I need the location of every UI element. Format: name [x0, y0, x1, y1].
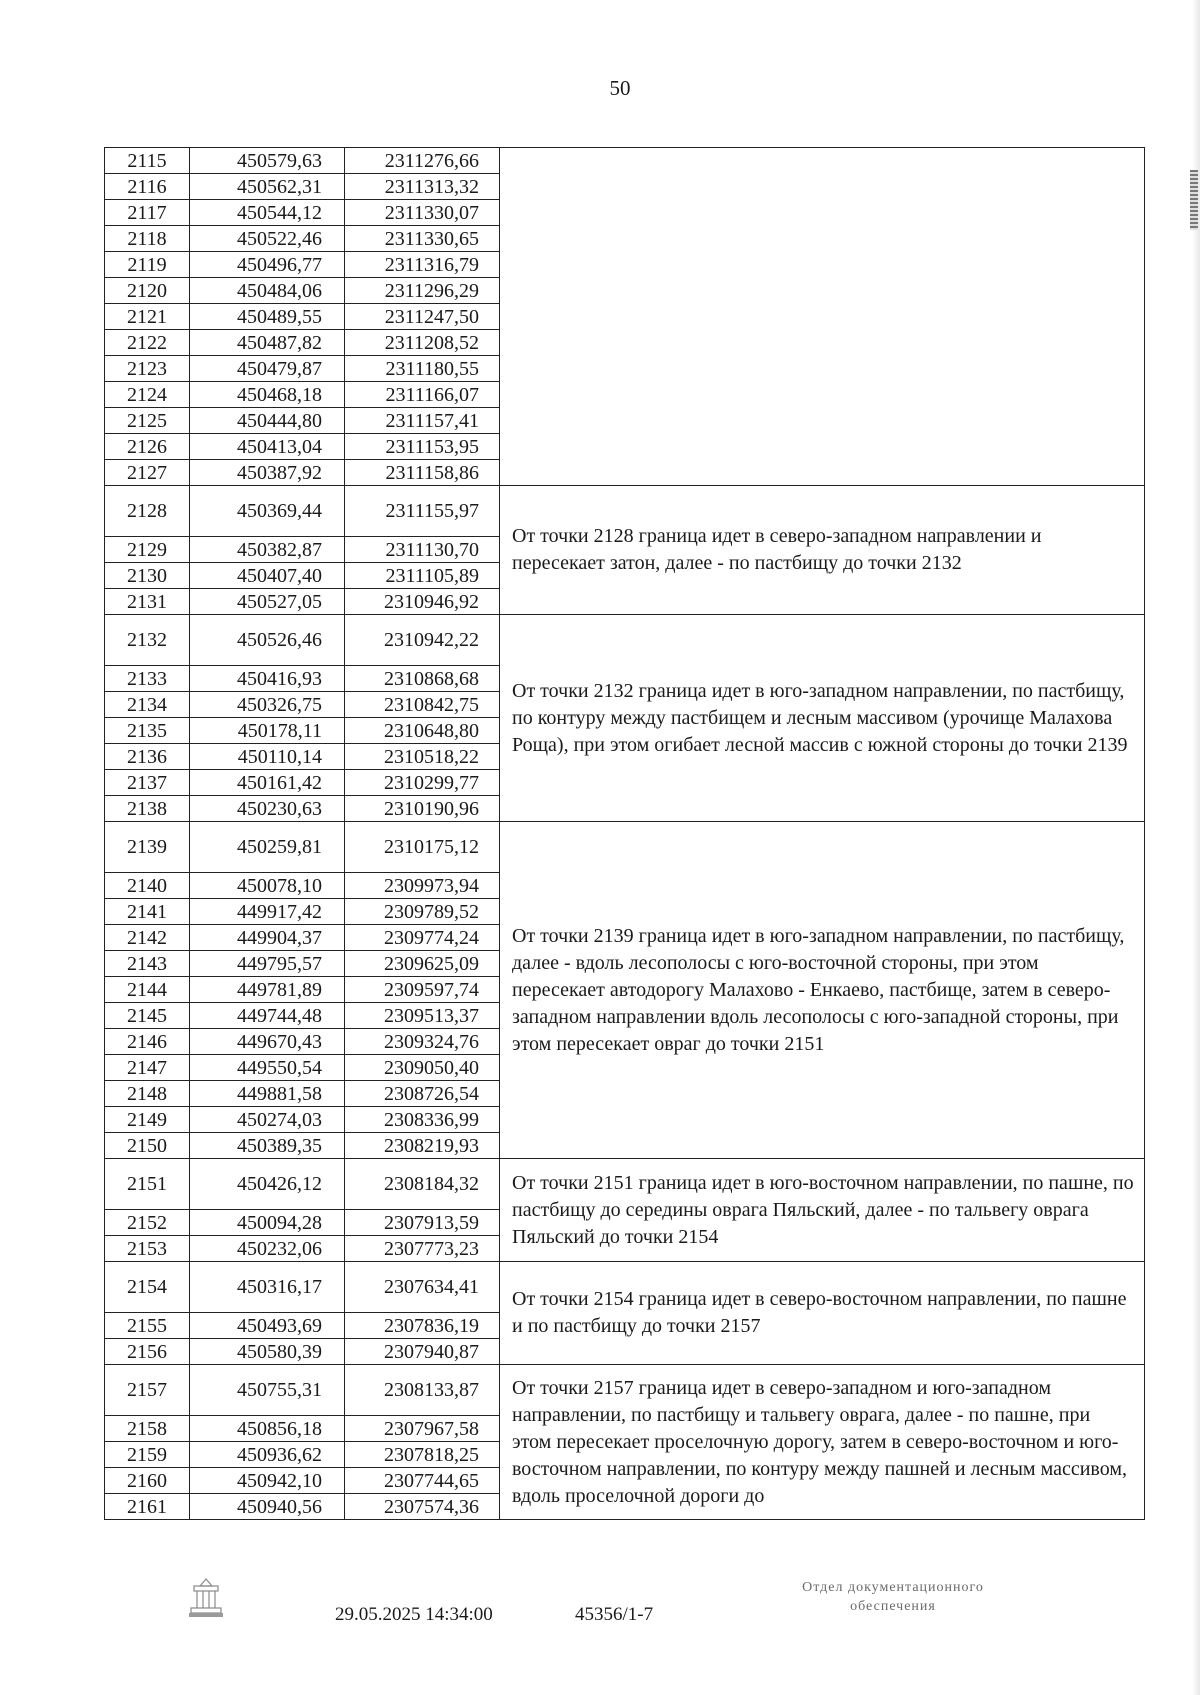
x-coordinate: 450389,35: [190, 1133, 345, 1159]
x-coordinate: 450078,10: [190, 873, 345, 899]
point-number: 2117: [105, 200, 190, 226]
point-number: 2133: [105, 666, 190, 692]
x-coordinate: 450489,55: [190, 304, 345, 330]
x-coordinate: 450110,14: [190, 744, 345, 770]
x-coordinate: 449881,58: [190, 1081, 345, 1107]
point-number: 2157: [105, 1365, 190, 1416]
y-coordinate: 2309513,37: [345, 1003, 500, 1029]
x-coordinate: 450178,11: [190, 718, 345, 744]
y-coordinate: 2311166,07: [345, 382, 500, 408]
x-coordinate: 450382,87: [190, 537, 345, 563]
y-coordinate: 2309324,76: [345, 1029, 500, 1055]
y-coordinate: 2311330,65: [345, 226, 500, 252]
y-coordinate: 2310842,75: [345, 692, 500, 718]
y-coordinate: 2311313,32: [345, 174, 500, 200]
scan-edge: [1192, 0, 1200, 1695]
x-coordinate: 450369,44: [190, 486, 345, 537]
table-row: [105, 615, 1145, 666]
y-coordinate: 2307574,36: [345, 1494, 500, 1520]
point-number: 2126: [105, 434, 190, 460]
point-number: 2128: [105, 486, 190, 537]
y-coordinate: 2308336,99: [345, 1107, 500, 1133]
point-number: 2121: [105, 304, 190, 330]
segment-description: От точки 2139 граница идет в юго-западном направлении, по пастбищу, далее - вдоль лесополосы с юго-восточной стороны, при этом пересекает автодорогу Малахово - Енкаево, пастбище, затем в северо-западном направлении вдоль лесополосы с юго-западной стороны, при этом пересекает овраг до точки 2151: [500, 822, 1145, 1159]
x-coordinate: 450479,87: [190, 356, 345, 382]
scan-artifact: [1190, 170, 1198, 230]
y-coordinate: 2310175,12: [345, 822, 500, 873]
y-coordinate: 2309625,09: [345, 951, 500, 977]
point-number: 2130: [105, 563, 190, 589]
x-coordinate: 450316,17: [190, 1262, 345, 1313]
point-number: 2160: [105, 1468, 190, 1494]
point-number: 2147: [105, 1055, 190, 1081]
y-coordinate: 2307773,23: [345, 1236, 500, 1262]
point-number: 2149: [105, 1107, 190, 1133]
y-coordinate: 2311296,29: [345, 278, 500, 304]
y-coordinate: 2309597,74: [345, 977, 500, 1003]
y-coordinate: 2310942,22: [345, 615, 500, 666]
x-coordinate: 450493,69: [190, 1313, 345, 1339]
y-coordinate: 2310946,92: [345, 589, 500, 615]
x-coordinate: 450496,77: [190, 252, 345, 278]
document-id: 45356/1-7: [575, 1604, 654, 1625]
point-number: 2161: [105, 1494, 190, 1520]
point-number: 2119: [105, 252, 190, 278]
y-coordinate: 2307967,58: [345, 1416, 500, 1442]
x-coordinate: 449795,57: [190, 951, 345, 977]
x-coordinate: 450940,56: [190, 1494, 345, 1520]
point-number: 2120: [105, 278, 190, 304]
x-coordinate: 449781,89: [190, 977, 345, 1003]
y-coordinate: 2310648,80: [345, 718, 500, 744]
point-number: 2148: [105, 1081, 190, 1107]
print-timestamp: 29.05.2025 14:34:00: [335, 1604, 493, 1625]
y-coordinate: 2310190,96: [345, 796, 500, 822]
segment-description: От точки 2128 граница идет в северо-западном направлении и пересекает затон, далее - по пастбищу до точки 2132: [500, 486, 1145, 615]
y-coordinate: 2310518,22: [345, 744, 500, 770]
y-coordinate: 2311158,86: [345, 460, 500, 486]
x-coordinate: 450526,46: [190, 615, 345, 666]
table-row: [105, 148, 1145, 174]
point-number: 2142: [105, 925, 190, 951]
point-number: 2145: [105, 1003, 190, 1029]
x-coordinate: 450936,62: [190, 1442, 345, 1468]
y-coordinate: 2309973,94: [345, 873, 500, 899]
point-number: 2123: [105, 356, 190, 382]
x-coordinate: 450562,31: [190, 174, 345, 200]
y-coordinate: 2307913,59: [345, 1210, 500, 1236]
y-coordinate: 2309774,24: [345, 925, 500, 951]
point-number: 2143: [105, 951, 190, 977]
x-coordinate: 450426,12: [190, 1159, 345, 1210]
x-coordinate: 450413,04: [190, 434, 345, 460]
y-coordinate: 2311276,66: [345, 148, 500, 174]
y-coordinate: 2309050,40: [345, 1055, 500, 1081]
point-number: 2159: [105, 1442, 190, 1468]
x-coordinate: 450579,63: [190, 148, 345, 174]
point-number: 2153: [105, 1236, 190, 1262]
x-coordinate: 450407,40: [190, 563, 345, 589]
x-coordinate: 450544,12: [190, 200, 345, 226]
point-number: 2151: [105, 1159, 190, 1210]
x-coordinate: 450856,18: [190, 1416, 345, 1442]
department-stamp-line: обеспечения: [850, 1599, 936, 1614]
page-number: 50: [609, 76, 631, 100]
point-number: 2140: [105, 873, 190, 899]
page-footer: [0, 1568, 1200, 1648]
point-number: 2135: [105, 718, 190, 744]
x-coordinate: 450326,75: [190, 692, 345, 718]
point-number: 2158: [105, 1416, 190, 1442]
x-coordinate: 450527,05: [190, 589, 345, 615]
point-number: 2134: [105, 692, 190, 718]
x-coordinate: 450161,42: [190, 770, 345, 796]
table-row: [105, 1159, 1145, 1210]
point-number: 2131: [105, 589, 190, 615]
x-coordinate: 450755,31: [190, 1365, 345, 1416]
point-number: 2146: [105, 1029, 190, 1055]
y-coordinate: 2310868,68: [345, 666, 500, 692]
point-number: 2115: [105, 148, 190, 174]
segment-description: От точки 2151 граница идет в юго-восточном направлении, по пашне, по пастбищу до середины оврага Пяльский, далее - по тальвегу оврага Пяльский до точки 2154: [500, 1159, 1145, 1262]
x-coordinate: 450416,93: [190, 666, 345, 692]
y-coordinate: 2307836,19: [345, 1313, 500, 1339]
segment-description: От точки 2132 граница идет в юго-западном направлении, по пастбищу, по контуру между пастбищем и лесным массивом (урочище Малахова Роща), при этом огибает лесной массив с южной стороны до точки 2139: [500, 615, 1145, 822]
point-number: 2137: [105, 770, 190, 796]
y-coordinate: 2311157,41: [345, 408, 500, 434]
y-coordinate: 2311180,55: [345, 356, 500, 382]
x-coordinate: 450230,63: [190, 796, 345, 822]
x-coordinate: 450468,18: [190, 382, 345, 408]
y-coordinate: 2308726,54: [345, 1081, 500, 1107]
point-number: 2132: [105, 615, 190, 666]
y-coordinate: 2311155,97: [345, 486, 500, 537]
x-coordinate: 449917,42: [190, 899, 345, 925]
y-coordinate: 2311316,79: [345, 252, 500, 278]
y-coordinate: 2307744,65: [345, 1468, 500, 1494]
y-coordinate: 2308219,93: [345, 1133, 500, 1159]
point-number: 2154: [105, 1262, 190, 1313]
x-coordinate: 450580,39: [190, 1339, 345, 1365]
y-coordinate: 2307818,25: [345, 1442, 500, 1468]
point-number: 2141: [105, 899, 190, 925]
x-coordinate: 450522,46: [190, 226, 345, 252]
segment-description: От точки 2154 граница идет в северо-восточном направлении, по пашне и по пастбищу до точки 2157: [500, 1262, 1145, 1365]
y-coordinate: 2311130,70: [345, 537, 500, 563]
x-coordinate: 449670,43: [190, 1029, 345, 1055]
x-coordinate: 449744,48: [190, 1003, 345, 1029]
x-coordinate: 450484,06: [190, 278, 345, 304]
y-coordinate: 2311153,95: [345, 434, 500, 460]
x-coordinate: 450094,28: [190, 1210, 345, 1236]
department-stamp-line: Отдел документационного: [802, 1580, 984, 1595]
table-row: [105, 486, 1145, 537]
table-row: [105, 1262, 1145, 1313]
y-coordinate: 2311330,07: [345, 200, 500, 226]
x-coordinate: 450387,92: [190, 460, 345, 486]
point-number: 2125: [105, 408, 190, 434]
y-coordinate: 2311208,52: [345, 330, 500, 356]
point-number: 2136: [105, 744, 190, 770]
table-row: [105, 1365, 1145, 1416]
x-coordinate: 450942,10: [190, 1468, 345, 1494]
y-coordinate: 2310299,77: [345, 770, 500, 796]
point-number: 2116: [105, 174, 190, 200]
point-number: 2156: [105, 1339, 190, 1365]
point-number: 2155: [105, 1313, 190, 1339]
description-cell-empty: [500, 148, 1145, 486]
department-stamp: [748, 1578, 1038, 1616]
y-coordinate: 2308133,87: [345, 1365, 500, 1416]
y-coordinate: 2307940,87: [345, 1339, 500, 1365]
y-coordinate: 2309789,52: [345, 899, 500, 925]
point-number: 2139: [105, 822, 190, 873]
y-coordinate: 2311105,89: [345, 563, 500, 589]
x-coordinate: 450444,80: [190, 408, 345, 434]
x-coordinate: 450259,81: [190, 822, 345, 873]
x-coordinate: 450274,03: [190, 1107, 345, 1133]
point-number: 2138: [105, 796, 190, 822]
x-coordinate: 449904,37: [190, 925, 345, 951]
boundary-coordinates-table: [104, 147, 1145, 1520]
segment-description: От точки 2157 граница идет в северо-западном и юго-западном направлении, по пастбищу и тальвегу оврага, далее - по пашне, при этом пересекает проселочную дорогу, затем в северо-восточном и юго-восточном направлении, по контуру между пашней и лесным массивом, вдоль проселочной дороги до: [500, 1365, 1145, 1520]
point-number: 2122: [105, 330, 190, 356]
point-number: 2152: [105, 1210, 190, 1236]
x-coordinate: 449550,54: [190, 1055, 345, 1081]
x-coordinate: 450232,06: [190, 1236, 345, 1262]
y-coordinate: 2308184,32: [345, 1159, 500, 1210]
building-emblem-icon: [188, 1576, 224, 1620]
point-number: 2127: [105, 460, 190, 486]
point-number: 2124: [105, 382, 190, 408]
point-number: 2129: [105, 537, 190, 563]
point-number: 2144: [105, 977, 190, 1003]
y-coordinate: 2307634,41: [345, 1262, 500, 1313]
point-number: 2150: [105, 1133, 190, 1159]
point-number: 2118: [105, 226, 190, 252]
y-coordinate: 2311247,50: [345, 304, 500, 330]
table-row: [105, 822, 1145, 873]
x-coordinate: 450487,82: [190, 330, 345, 356]
